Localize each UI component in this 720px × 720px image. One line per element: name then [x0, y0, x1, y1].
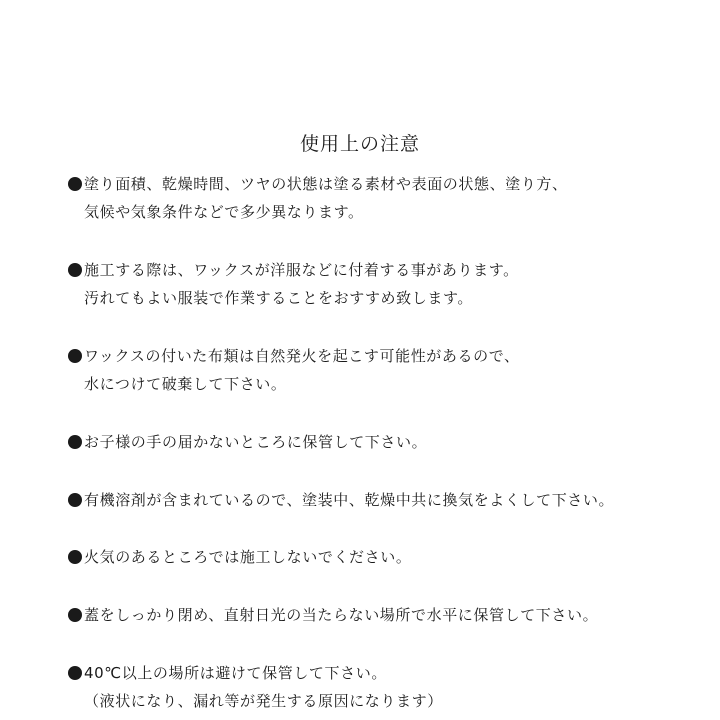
caution-text: 塗り面積、乾燥時間、ツヤの状態は塗る素材や表面の状態、塗り方、 — [84, 175, 568, 193]
caution-text-continued: 汚れてもよい服装で作業することをおすすめ致します。 — [84, 289, 473, 307]
caution-text-continued: （液状になり、漏れ等が発生する原因になります） — [84, 692, 443, 710]
bullet-icon — [68, 263, 82, 277]
caution-text-continued: 気候や気象条件などで多少異なります。 — [84, 203, 364, 221]
bullet-icon — [68, 550, 82, 564]
caution-item — [68, 170, 708, 226]
caution-item — [68, 256, 708, 312]
caution-text: お子様の手の届かないところに保管して下さい。 — [84, 433, 428, 451]
caution-text: 有機溶剤が含まれているので、塗装中、乾燥中共に換気をよくして下さい。 — [84, 491, 615, 509]
bullet-icon — [68, 493, 82, 507]
page-title: 使用上の注意 — [299, 132, 420, 155]
caution-item — [68, 342, 708, 398]
caution-item — [68, 428, 708, 456]
caution-text: 火気のあるところでは施工しないでください。 — [84, 548, 412, 566]
caution-item — [68, 659, 708, 715]
bullet-icon — [68, 608, 82, 622]
caution-text-continued: 水につけて破棄して下さい。 — [84, 375, 287, 393]
caution-item — [68, 601, 708, 629]
caution-item — [68, 543, 708, 571]
caution-text: 蓋をしっかり閉め、直射日光の当たらない場所で水平に保管して下さい。 — [84, 606, 599, 624]
caution-text: 施工する際は、ワックスが洋服などに付着する事があります。 — [84, 261, 519, 279]
bullet-icon — [68, 177, 82, 191]
bullet-icon — [68, 435, 82, 449]
caution-text: 40℃以上の場所は避けて保管して下さい。 — [84, 664, 387, 682]
caution-text: ワックスの付いた布類は自然発火を起こす可能性があるので、 — [84, 347, 520, 365]
bullet-icon — [68, 349, 82, 363]
caution-item — [68, 486, 708, 514]
bullet-icon — [68, 666, 82, 680]
